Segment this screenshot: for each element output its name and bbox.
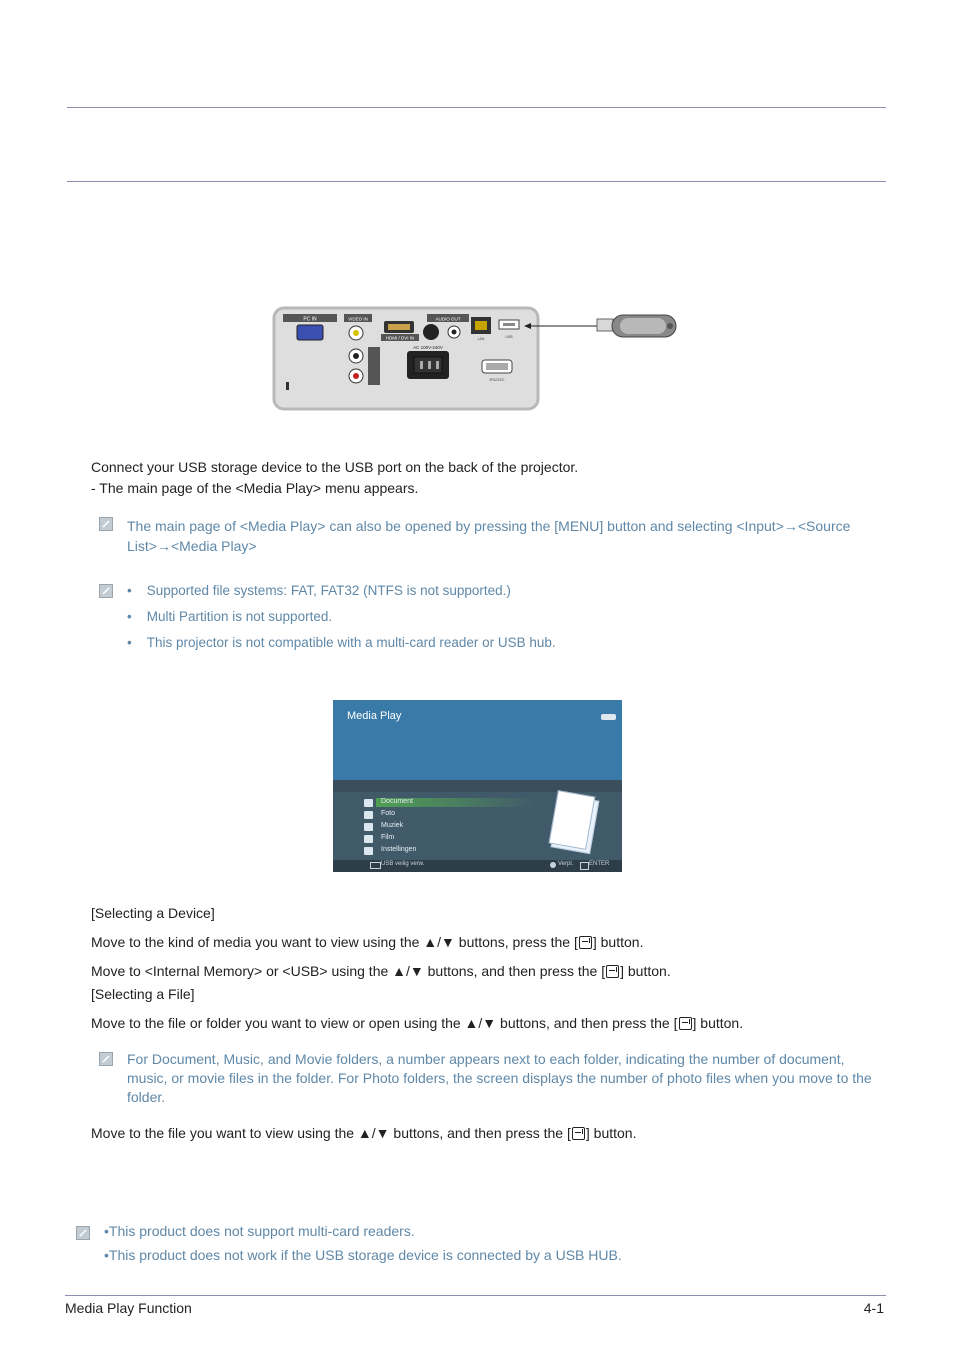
enter-icon: [579, 936, 592, 949]
photo-icon: [364, 811, 373, 819]
footer-section-title: Media Play Function: [65, 1300, 192, 1316]
rs232c-label: RS232C: [489, 377, 505, 382]
step-view-file: Move to the file you want to view using the ▲/▼ buttons, and then press the [ ] button.: [91, 1125, 637, 1141]
note-folders-line3: folder.: [127, 1089, 166, 1105]
enter-icon: [679, 1017, 692, 1030]
menu-item-document[interactable]: Document: [381, 798, 413, 805]
media-play-screenshot: [333, 700, 622, 872]
settings-icon: [364, 847, 373, 855]
ac-label: AC 100V-240V: [413, 345, 443, 350]
bullet-file-systems: • Supported file systems: FAT, FAT32 (NTFS is not supported.): [127, 583, 511, 598]
video-in-label: VIDEO IN: [348, 316, 368, 322]
screen-footer-enter: ENTER: [589, 861, 610, 867]
note-icon: [99, 584, 113, 598]
menu-item-muziek[interactable]: Muziek: [381, 822, 404, 829]
enter-icon: [572, 1127, 585, 1140]
step-select-file: Move to the file or folder you want to view or open using the ▲/▼ buttons, and then press the [ ] button.: [91, 1015, 744, 1031]
screen-footer-left: USB veilig verw.: [381, 861, 425, 867]
footer-page-number: 4-1: [863, 1300, 884, 1316]
film-icon: [364, 835, 373, 843]
bullet-not-compatible: • This projector is not compatible with a multi-card reader or USB hub.: [127, 635, 556, 650]
note-menu-line2: List>→<Media Play>: [127, 538, 257, 554]
media-play-title: Media Play: [347, 710, 402, 722]
menu-item-instellingen[interactable]: Instellingen: [381, 846, 417, 853]
audio-out-label: AUDIO OUT: [435, 316, 461, 322]
note-folders-line2: music, or movie files in the folder. For Photo folders, the screen displays the number of photo files when you move to the: [127, 1070, 872, 1086]
note-icon: [99, 517, 113, 531]
note-icon: [99, 1052, 113, 1066]
header-rule-bottom: [67, 181, 886, 182]
menu-item-film[interactable]: Film: [381, 834, 395, 841]
step-select-media: Move to the kind of media you want to view using the ▲/▼ buttons, press the [ ] button.: [91, 934, 644, 950]
connect-instruction: Connect your USB storage device to the USB port on the back of the projector.: [91, 459, 579, 475]
note-usb-hub: •This product does not work if the USB storage device is connected by a USB HUB.: [104, 1247, 622, 1263]
projector-back-panel-illustration: [270, 305, 690, 415]
enter-icon: [606, 965, 619, 978]
usb-label: USB: [505, 335, 513, 339]
move-icon: [550, 862, 556, 868]
note-icon: [76, 1226, 90, 1240]
header-rule-top: [67, 107, 886, 108]
hdmi-label: HDMI / DVI IN: [385, 335, 415, 341]
lan-label: LAN: [477, 337, 485, 341]
pc-in-label: PC IN: [303, 316, 317, 323]
document-icon: [364, 799, 373, 807]
enter-key-icon: [580, 862, 589, 870]
footer-rule: [65, 1295, 886, 1296]
heading-selecting-device: [Selecting a Device]: [91, 905, 215, 921]
note-menu-line1: The main page of <Media Play> can also be opened by pressing the [MENU] button and selecting <Input>→<Source: [127, 518, 851, 534]
note-folders-line1: For Document, Music, and Movie folders, a number appears next to each folder, indicating the number of document,: [127, 1051, 845, 1067]
bullet-multi-partition: • Multi Partition is not supported.: [127, 609, 333, 624]
menu-item-foto[interactable]: Foto: [381, 810, 396, 817]
note-multi-card: •This product does not support multi-card readers.: [104, 1223, 415, 1239]
connect-result: - The main page of the <Media Play> menu appears.: [91, 480, 419, 496]
heading-selecting-file: [Selecting a File]: [91, 986, 195, 1002]
step-select-device: Move to <Internal Memory> or <USB> using the ▲/▼ buttons, and then press the [ ] button.: [91, 963, 671, 979]
usb-device-icon: [601, 714, 616, 720]
music-icon: [364, 823, 373, 831]
remote-button-icon: [370, 862, 381, 869]
screen-footer-move: Verpl.: [558, 861, 574, 867]
